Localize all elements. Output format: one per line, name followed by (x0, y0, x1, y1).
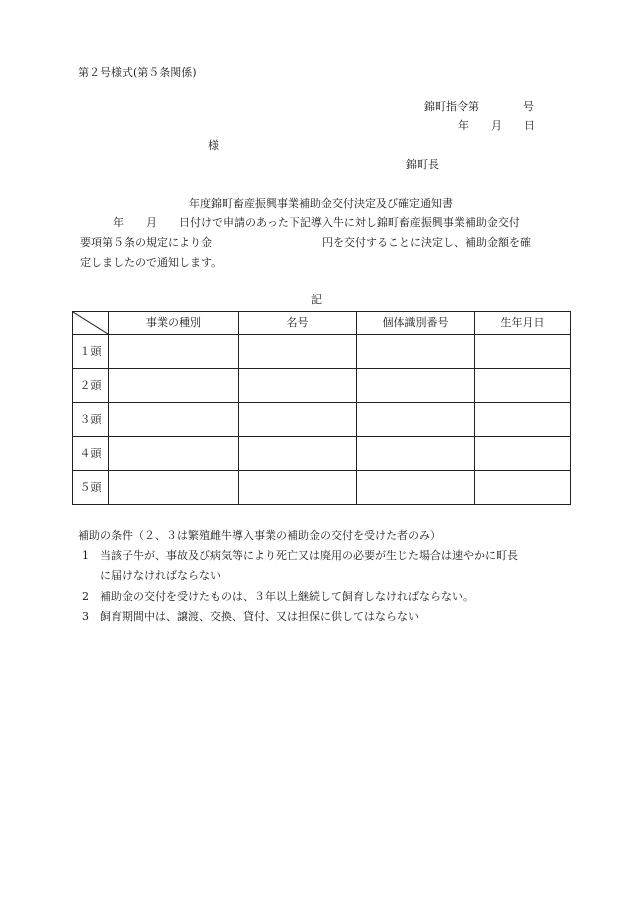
table-cell[interactable] (475, 437, 571, 471)
ki-heading: 記 (311, 293, 322, 306)
row-label: １頭 (73, 335, 109, 369)
header-id-number: 個体識別番号 (357, 312, 475, 335)
condition-3-text: 飼育期間中は、譲渡、交換、貸付、又は担保に供してはならない (100, 610, 419, 623)
table-cell[interactable] (239, 437, 357, 471)
body-line-1: 年 月 日付けで申請のあった下記導入牛に対し錦町畜産振興事業補助金交付 (80, 216, 520, 229)
addressee-suffix: 様 (208, 139, 219, 152)
diagonal-header-cell (73, 312, 109, 335)
condition-3-number: 3 (82, 610, 89, 623)
header-business-type: 事業の種別 (109, 312, 239, 335)
table-row (73, 335, 571, 369)
table-cell[interactable] (109, 471, 239, 505)
cattle-table (72, 311, 571, 505)
table-cell[interactable] (357, 437, 475, 471)
table-cell[interactable] (357, 369, 475, 403)
table-row (73, 471, 571, 505)
row-label: ５頭 (73, 471, 109, 505)
condition-1-number: 1 (82, 549, 89, 562)
date-line: 年 月 日 (458, 119, 535, 132)
table-cell[interactable] (109, 403, 239, 437)
row-label: ４頭 (73, 437, 109, 471)
condition-2-number: 2 (82, 590, 89, 603)
conditions-title: 補助の条件（２、３は繁殖雌牛導入事業の補助金の交付を受けた者のみ） (78, 529, 441, 542)
table-cell[interactable] (239, 403, 357, 437)
table-cell[interactable] (357, 335, 475, 369)
row-label: ２頭 (73, 369, 109, 403)
table-cell[interactable] (357, 471, 475, 505)
document-number: 錦町指令第 号 (424, 100, 534, 113)
issuer: 錦町長 (406, 158, 439, 171)
row-label: ３頭 (73, 403, 109, 437)
table-header-row (73, 312, 571, 335)
table-row (73, 369, 571, 403)
form-label: 第２号様式(第５条関係) (78, 66, 197, 79)
header-birth-date: 生年月日 (475, 312, 571, 335)
table-cell[interactable] (475, 403, 571, 437)
condition-1-text: 当該子牛が、事故及び病気等により死亡又は廃用の必要が生じた場合は速やかに町長 (100, 549, 518, 562)
table-cell[interactable] (239, 369, 357, 403)
table-cell[interactable] (239, 471, 357, 505)
body-line-2: 要項第５条の規定により金 円を交付することに決定し、補助金額を確 (80, 236, 531, 249)
table-row (73, 403, 571, 437)
table-cell[interactable] (475, 369, 571, 403)
table-cell[interactable] (109, 369, 239, 403)
condition-2-text: 補助金の交付を受けたものは、３年以上継続して飼育しなければならない。 (100, 590, 474, 603)
header-name: 名号 (239, 312, 357, 335)
table-cell[interactable] (239, 335, 357, 369)
table-cell[interactable] (109, 437, 239, 471)
table-cell[interactable] (475, 471, 571, 505)
table-cell[interactable] (475, 335, 571, 369)
condition-1-continuation: に届けなければならない (100, 569, 221, 582)
table-cell[interactable] (357, 403, 475, 437)
table-cell[interactable] (109, 335, 239, 369)
table-row (73, 437, 571, 471)
body-line-3: 定しましたので通知します。 (80, 256, 223, 269)
document-title: 年度錦町畜産振興事業補助金交付決定及び確定通知書 (189, 197, 453, 210)
